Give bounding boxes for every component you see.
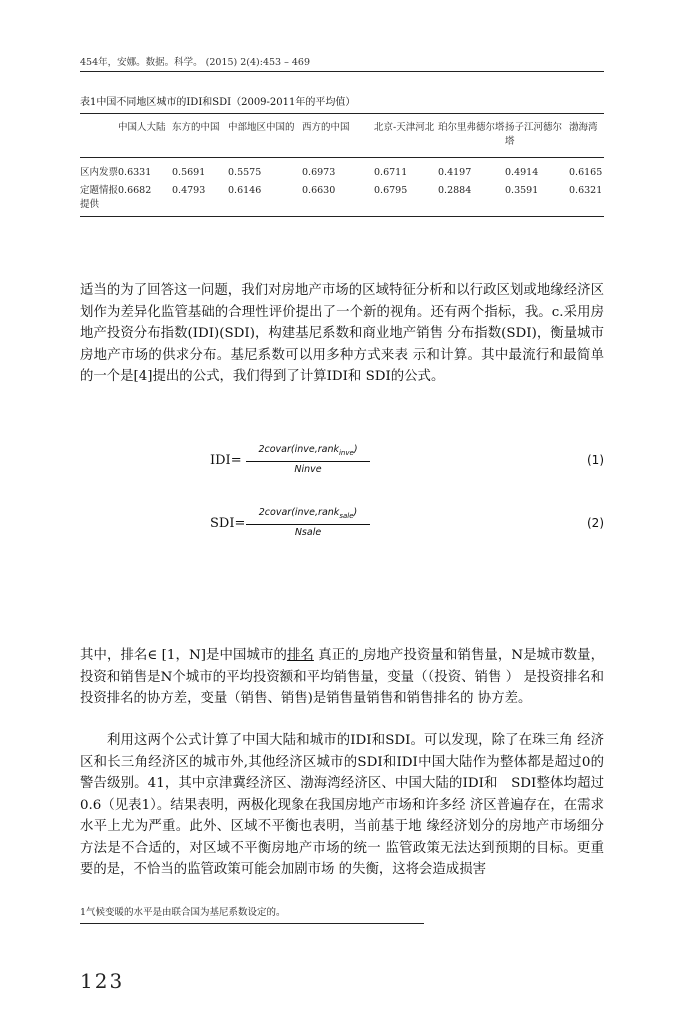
table-cell: 0.4197: [438, 167, 472, 178]
table-cell: 0.3591: [505, 185, 539, 196]
table-cell: 0.5691: [172, 167, 206, 178]
row-label: 定题情报提供: [80, 185, 119, 210]
table-cell: 0.6973: [302, 167, 336, 178]
header-cell: 北京-天津河北: [374, 122, 435, 133]
header-cell: [80, 118, 118, 158]
idi-sdi-table: [80, 118, 604, 217]
table-cell: 0.6331: [118, 167, 152, 178]
fraction-bar: [246, 461, 370, 462]
table-cell: 0.6795: [374, 185, 408, 196]
equation-denominator: Nsale: [294, 527, 322, 538]
table-cell: 0.6682: [118, 185, 152, 196]
running-header: 454年，安娜。数据。科学。 (2015) 2(4):453 – 469: [80, 57, 311, 68]
table-cell: 0.4914: [505, 167, 539, 178]
footnote-rule: [80, 923, 424, 924]
header-cell: 中部地区中国的: [228, 122, 295, 133]
table-cell: 0.2884: [438, 185, 472, 196]
table-caption: 表1中国不同地区城市的IDI和SDI（2009-2011年的平均值）: [80, 97, 356, 108]
paragraph-results: 利用这两个公式计算了中国大陆和城市的IDI和SDI。可以发现，除了在珠三角 经济区和长三角经济区的城市外,其他经济区城市的SDI和IDI中国大陆作为整体都是超过0的警告级别。41，其中京津冀经济区、渤海湾经济区、中国大陆的IDI和 SDI整体均超过0.6（见表1）。结果表明，两极化现象在我国房地产市场和许多经 济区普遍存在，在需求水平上尤为严重。此外、区域不平衡也表明，当前基于地 缘经济划分的房地产市场细分方法是不合适的，对区域不平衡房地产市场的统一 监管政策无法达到预期的目标。更重要的是，不恰当的监管政策可能会加剧市场 的失衡，这将会造成损害: [80, 733, 604, 877]
paragraph-intro: 适当的为了回答这一问题，我们对房地产市场的区域特征分析和以行政区划或地缘经济区划作为差异化监管基础的合理性评价提出了一个新的视角。还有两个指标，我。c.采用房地产投资分布指数(IDI)(SDI)，构建基尼系数和商业地产销售 分布指数(SDI)，衡量城市房地产市场的供求分布。基尼系数可以用多种方式来表 示和计算。其中最流行和最简单的一个是[4]提出的公式，我们得到了计算IDI和 SDI的公式。: [80, 283, 604, 384]
equation-numerator: 2covar(inve,rank$_{inve}$): [258, 444, 358, 457]
fraction-bar: [246, 524, 370, 525]
row-label: 区内发票: [80, 167, 119, 178]
header-cell: 扬子江河德尔塔: [505, 122, 563, 147]
table-top-rule: [80, 113, 604, 114]
table-cell: 0.6321: [569, 185, 603, 196]
table-cell: 0.4793: [172, 185, 206, 196]
table-header-row: [80, 118, 604, 158]
table-cell: 0.6630: [302, 185, 336, 196]
table-cell: 0.6165: [569, 167, 603, 178]
header-cell: 珀尔里弗德尔塔: [438, 122, 505, 133]
header-rule: [80, 71, 604, 72]
table-cell: 0.6146: [228, 185, 262, 196]
equation-number: (2): [587, 516, 604, 530]
table-cell: 0.6711: [374, 167, 408, 178]
equation-lhs: SDI=: [210, 516, 246, 531]
footnote: 1气候变暖的水平是由联合国为基尼系数设定的。: [80, 907, 286, 918]
header-cell: 渤海湾: [569, 122, 598, 133]
header-cell: 西方的中国: [302, 122, 350, 133]
table-row: [80, 158, 604, 185]
equation-numerator: 2covar(inve,rank$_{sale}$): [258, 507, 358, 520]
header-cell: 东方的中国: [172, 122, 220, 133]
equation-lhs: IDI=: [210, 453, 242, 468]
table-row: [80, 184, 604, 217]
equation-sdi: [210, 507, 604, 547]
page-number: 123: [80, 969, 125, 993]
paragraph-definitions: 其中，排名∈ [1，N]是中国城市的排名 真正的 房地产投资量和销售量，N是城市数量，投资和销售是N个城市的平均投资额和平均销售量，变量（（投资、销售 ） 是投资排名和投资排名的协方差，变量（销售、销售)是销售量销售和销售排名的 协方差。: [80, 648, 605, 706]
equation-number: (1): [587, 453, 604, 467]
header-cell: 中国人大陆: [118, 122, 166, 133]
equation-idi: [210, 444, 604, 484]
equation-denominator: Ninve: [294, 464, 322, 475]
table-cell: 0.5575: [228, 167, 262, 178]
